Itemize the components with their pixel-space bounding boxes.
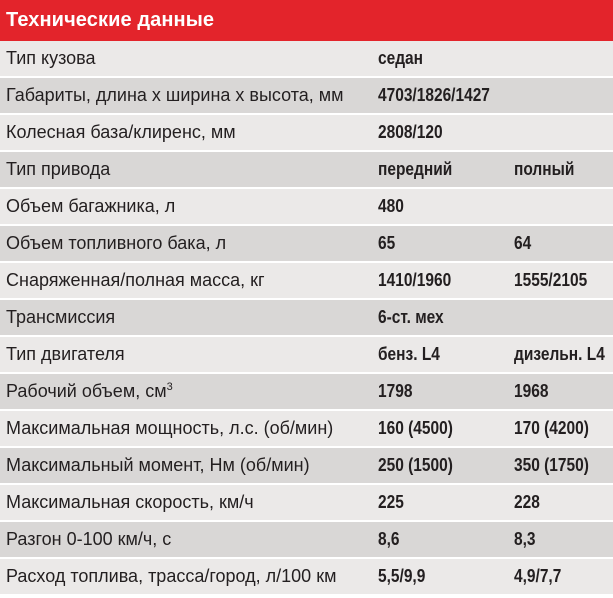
param-label: Трансмиссия bbox=[6, 307, 116, 327]
superscript: 3 bbox=[166, 381, 173, 393]
value-primary: 480 bbox=[378, 196, 404, 216]
value-primary: 5,5/9,9 bbox=[378, 566, 426, 586]
value-primary: 1410/1960 bbox=[378, 270, 452, 290]
table-row bbox=[0, 189, 613, 226]
param-label: Снаряженная/полная масса, кг bbox=[6, 270, 265, 290]
param-label: Максимальная скорость, км/ч bbox=[6, 492, 254, 512]
param-label: Объем багажника, л bbox=[6, 196, 176, 216]
table-row bbox=[0, 226, 613, 263]
table-header bbox=[0, 0, 613, 41]
value-secondary: 350 (1750) bbox=[514, 455, 589, 475]
table-row bbox=[0, 559, 613, 596]
table-row bbox=[0, 337, 613, 374]
param-label: Тип двигателя bbox=[6, 344, 125, 364]
value-primary: бенз. L4 bbox=[378, 344, 440, 364]
table-row bbox=[0, 411, 613, 448]
value-primary: 160 (4500) bbox=[378, 418, 453, 438]
value-primary: 1798 bbox=[378, 381, 413, 401]
param-label: Колесная база/клиренс, мм bbox=[6, 122, 236, 142]
table-title: Технические данные bbox=[6, 9, 215, 31]
value-secondary: 8,3 bbox=[514, 529, 536, 549]
param-label: Габариты, длина х ширина х высота, мм bbox=[6, 85, 344, 105]
table-row bbox=[0, 485, 613, 522]
value-primary: седан bbox=[378, 48, 424, 68]
table-row bbox=[0, 41, 613, 78]
param-label-text: Рабочий объем, см bbox=[6, 381, 167, 401]
param-label: Максимальный момент, Нм (об/мин) bbox=[6, 455, 310, 475]
table-row bbox=[0, 115, 613, 152]
param-label: Объем топливного бака, л bbox=[6, 233, 227, 253]
value-primary: 8,6 bbox=[378, 529, 400, 549]
value-primary: 2808/120 bbox=[378, 122, 443, 142]
value-secondary: полный bbox=[514, 159, 575, 179]
table-row bbox=[0, 152, 613, 189]
value-secondary: 1968 bbox=[514, 381, 549, 401]
value-primary: 65 bbox=[378, 233, 396, 253]
spec-table bbox=[0, 41, 613, 596]
table-row bbox=[0, 374, 613, 411]
table-row bbox=[0, 300, 613, 337]
param-label: Максимальная мощность, л.с. (об/мин) bbox=[6, 418, 334, 438]
table-row bbox=[0, 78, 613, 115]
table-row bbox=[0, 448, 613, 485]
value-secondary: 170 (4200) bbox=[514, 418, 589, 438]
value-primary: 6-ст. мех bbox=[378, 307, 444, 327]
param-label: Разгон 0-100 км/ч, с bbox=[6, 529, 172, 549]
table-row bbox=[0, 263, 613, 300]
value-primary: 225 bbox=[378, 492, 404, 512]
value-secondary: дизельн. L4 bbox=[514, 344, 605, 364]
table-row bbox=[0, 522, 613, 559]
value-primary: 250 (1500) bbox=[378, 455, 453, 475]
param-label: Тип кузова bbox=[6, 48, 96, 68]
value-primary: передний bbox=[378, 159, 453, 179]
value-secondary: 228 bbox=[514, 492, 540, 512]
param-label: Тип привода bbox=[6, 159, 111, 179]
value-secondary: 1555/2105 bbox=[514, 270, 588, 290]
value-secondary: 4,9/7,7 bbox=[514, 566, 562, 586]
value-primary: 4703/1826/1427 bbox=[378, 85, 490, 105]
value-secondary: 64 bbox=[514, 233, 532, 253]
param-label: Расход топлива, трасса/город, л/100 км bbox=[6, 566, 337, 586]
param-label bbox=[6, 374, 173, 409]
